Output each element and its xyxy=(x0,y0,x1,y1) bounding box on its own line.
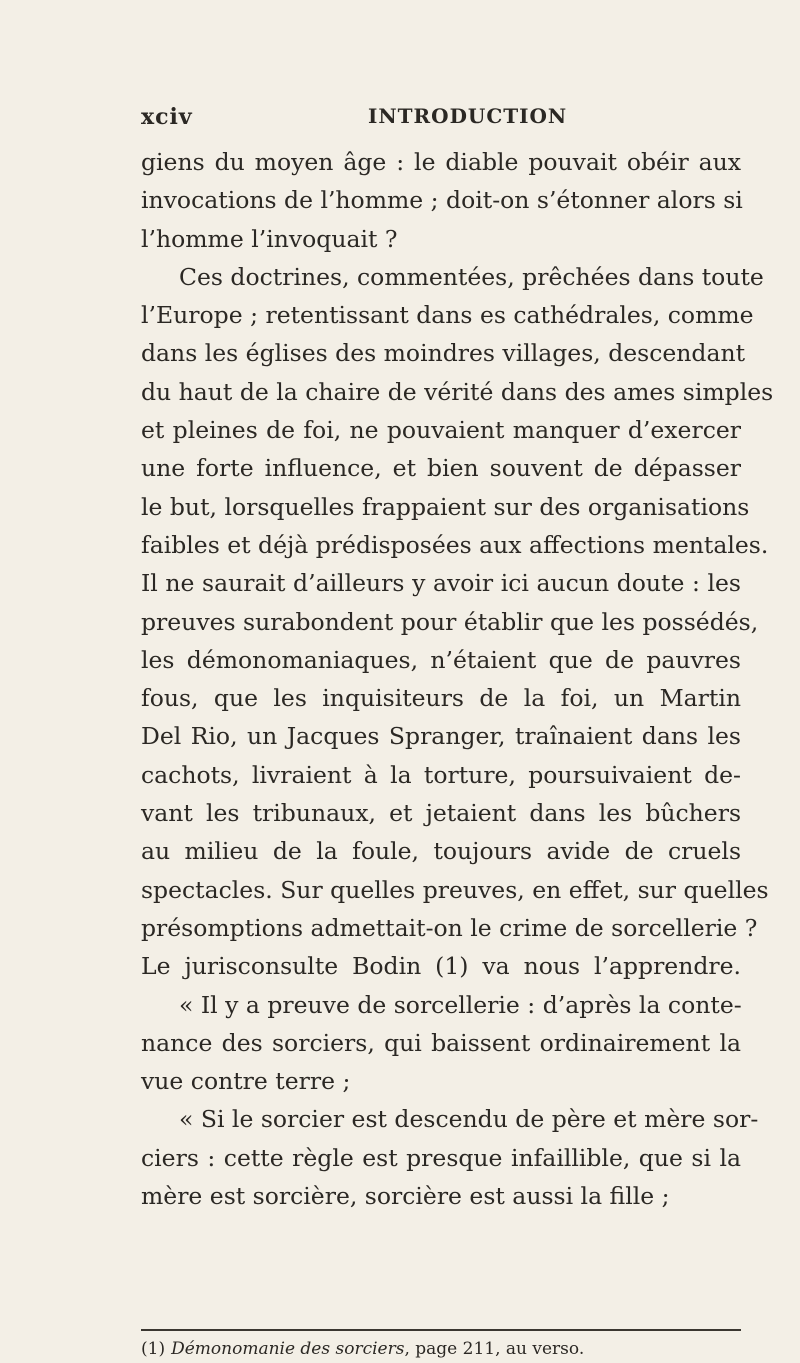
text-line: cachots, livraient à la torture, poursuivaient de- xyxy=(141,760,741,789)
text-line: nance des sorciers, qui baissent ordinairement la xyxy=(141,1028,741,1057)
text-line: Il ne saurait d’ailleurs y avoir ici aucun doute : les xyxy=(141,569,741,598)
text-line: « Si le sorcier est descendu de père et mère sor- xyxy=(179,1105,759,1134)
footnote-marker: (1) xyxy=(141,1339,166,1359)
text-line: présomptions admettait-on le crime de sorcellerie ? xyxy=(141,913,758,942)
text-line: dans les églises des moindres villages, descendant xyxy=(141,339,746,368)
text-line: spectacles. Sur quelles preuves, en effet, sur quelles xyxy=(141,875,769,904)
text-line: Del Rio, un Jacques Spranger, traînaient dans les xyxy=(141,722,741,751)
text-line: vant les tribunaux, et jetaient dans les bûchers xyxy=(141,799,741,828)
footnote xyxy=(141,1338,741,1360)
body-text xyxy=(141,143,774,1215)
text-line: preuves surabondent pour établir que les possédés, xyxy=(141,607,759,636)
text-line: « Il y a preuve de sorcellerie : d’après la conte- xyxy=(179,990,742,1019)
footnote-cited-title: Démonomanie des sorciers xyxy=(171,1339,405,1359)
text-line: les démonomaniaques, n’étaient que de pauvres xyxy=(141,645,741,674)
text-line: Le jurisconsulte Bodin (1) va nous l’apprendre. xyxy=(141,952,741,981)
text-line: du haut de la chaire de vérité dans des ames simples xyxy=(141,377,774,406)
text-line: fous, que les inquisiteurs de la foi, un Martin xyxy=(141,684,741,713)
text-line: et pleines de foi, ne pouvaient manquer d’exercer xyxy=(141,416,741,445)
text-line: vue contre terre ; xyxy=(141,1067,351,1096)
footnote-divider xyxy=(141,1329,741,1331)
text-line: l’Europe ; retentissant dans es cathédrales, comme xyxy=(141,301,754,330)
text-line: une forte influence, et bien souvent de dépasser xyxy=(141,454,741,483)
text-line: faibles et déjà prédisposées aux affections mentales. xyxy=(141,530,769,559)
text-line: mère est sorcière, sorcière est aussi la fille ; xyxy=(141,1182,670,1211)
footnote-citation: , page 211, au verso. xyxy=(404,1339,585,1359)
text-line: giens du moyen âge : le diable pouvait obéir aux xyxy=(141,148,741,176)
page-number: xciv xyxy=(141,104,193,130)
text-line: invocations de l’homme ; doit-on s’étonner alors si xyxy=(141,186,743,215)
page-header xyxy=(141,104,741,140)
text-line: ciers : cette règle est presque infaillible, que si la xyxy=(141,1143,741,1172)
text-line: l’homme l’invoquait ? xyxy=(141,224,398,253)
text-line: au milieu de la foule, toujours avide de cruels xyxy=(141,837,741,866)
text-line: Ces doctrines, commentées, prêchées dans toute xyxy=(179,262,764,291)
running-title: INTRODUCTION xyxy=(368,104,568,128)
text-line: le but, lorsquelles frappaient sur des organisations xyxy=(141,492,750,521)
